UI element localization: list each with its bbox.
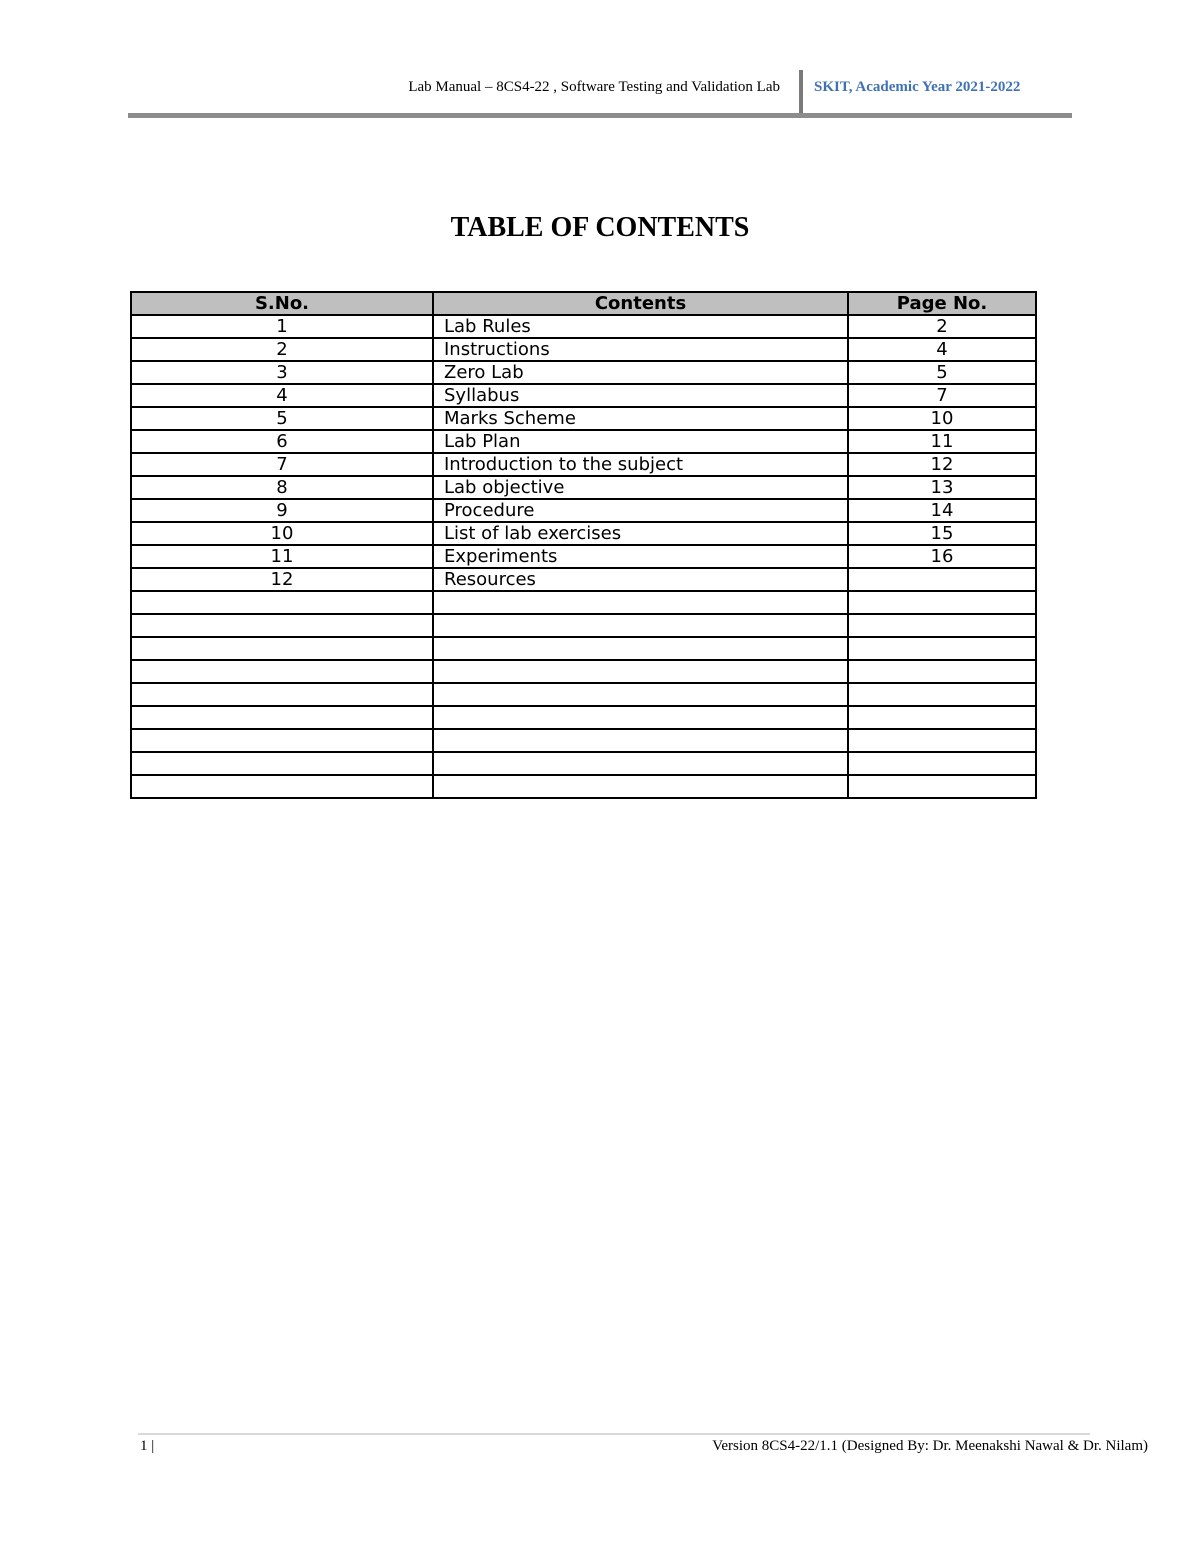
cell-content: Lab Plan [433,430,848,453]
cell-page [848,775,1036,798]
table-row [131,499,1036,522]
table-row [131,453,1036,476]
cell-page: 7 [848,384,1036,407]
cell-sno: 9 [131,499,433,522]
cell-sno [131,706,433,729]
cell-sno: 12 [131,568,433,591]
header-institution: SKIT, Academic Year 2021-2022 [814,79,1021,95]
cell-content [433,660,848,683]
table-row [131,706,1036,729]
cell-sno [131,637,433,660]
cell-content [433,614,848,637]
page-header [128,66,1072,118]
cell-content [433,706,848,729]
table-row [131,476,1036,499]
page-title: TABLE OF CONTENTS [450,212,750,243]
column-header-page: Page No. [848,292,1036,315]
cell-content: Instructions [433,338,848,361]
cell-content [433,637,848,660]
cell-page: 11 [848,430,1036,453]
cell-content: Introduction to the subject [433,453,848,476]
cell-content: Syllabus [433,384,848,407]
contents-table-body [131,315,1036,798]
contents-table [130,291,1037,799]
cell-sno [131,775,433,798]
table-row [131,407,1036,430]
table-header-row [131,292,1036,315]
cell-content [433,591,848,614]
table-row [131,361,1036,384]
cell-sno [131,614,433,637]
table-row [131,591,1036,614]
cell-sno [131,591,433,614]
cell-sno: 6 [131,430,433,453]
cell-page [848,614,1036,637]
cell-page: 4 [848,338,1036,361]
cell-page [848,660,1036,683]
cell-content: List of lab exercises [433,522,848,545]
cell-page: 16 [848,545,1036,568]
cell-sno: 3 [131,361,433,384]
cell-sno: 8 [131,476,433,499]
cell-page: 12 [848,453,1036,476]
cell-sno: 10 [131,522,433,545]
footer-page-number: 1 | [140,1438,155,1454]
cell-content [433,775,848,798]
cell-content: Experiments [433,545,848,568]
table-row [131,775,1036,798]
cell-page: 13 [848,476,1036,499]
cell-content: Resources [433,568,848,591]
table-row [131,545,1036,568]
table-row [131,637,1036,660]
cell-page [848,591,1036,614]
cell-sno: 2 [131,338,433,361]
header-divider [799,70,803,114]
cell-page [848,706,1036,729]
footer-version: Version 8CS4-22/1.1 (Designed By: Dr. Meenakshi Nawal & Dr. Nilam) [712,1438,1148,1454]
table-row [131,752,1036,775]
cell-sno: 4 [131,384,433,407]
column-header-contents: Contents [433,292,848,315]
cell-page: 10 [848,407,1036,430]
cell-sno [131,752,433,775]
table-row [131,384,1036,407]
cell-page: 2 [848,315,1036,338]
cell-page [848,683,1036,706]
cell-page [848,568,1036,591]
cell-content [433,683,848,706]
cell-content: Lab objective [433,476,848,499]
cell-page [848,752,1036,775]
cell-page [848,729,1036,752]
footer-rule [138,1433,1090,1435]
cell-page: 5 [848,361,1036,384]
table-row [131,729,1036,752]
cell-sno [131,660,433,683]
cell-sno: 7 [131,453,433,476]
cell-page: 14 [848,499,1036,522]
table-row [131,430,1036,453]
cell-page: 15 [848,522,1036,545]
cell-content: Lab Rules [433,315,848,338]
cell-sno: 11 [131,545,433,568]
cell-content [433,729,848,752]
table-row [131,338,1036,361]
table-row [131,683,1036,706]
table-row [131,315,1036,338]
table-row [131,568,1036,591]
cell-content: Procedure [433,499,848,522]
table-row [131,522,1036,545]
cell-sno: 5 [131,407,433,430]
cell-content: Zero Lab [433,361,848,384]
cell-content [433,752,848,775]
table-row [131,660,1036,683]
header-manual-title: Lab Manual – 8CS4-22 , Software Testing and Validation Lab [408,79,780,95]
cell-content: Marks Scheme [433,407,848,430]
cell-sno [131,729,433,752]
header-rule [128,113,1072,118]
table-row [131,614,1036,637]
cell-page [848,637,1036,660]
cell-sno: 1 [131,315,433,338]
column-header-sno: S.No. [131,292,433,315]
cell-sno [131,683,433,706]
